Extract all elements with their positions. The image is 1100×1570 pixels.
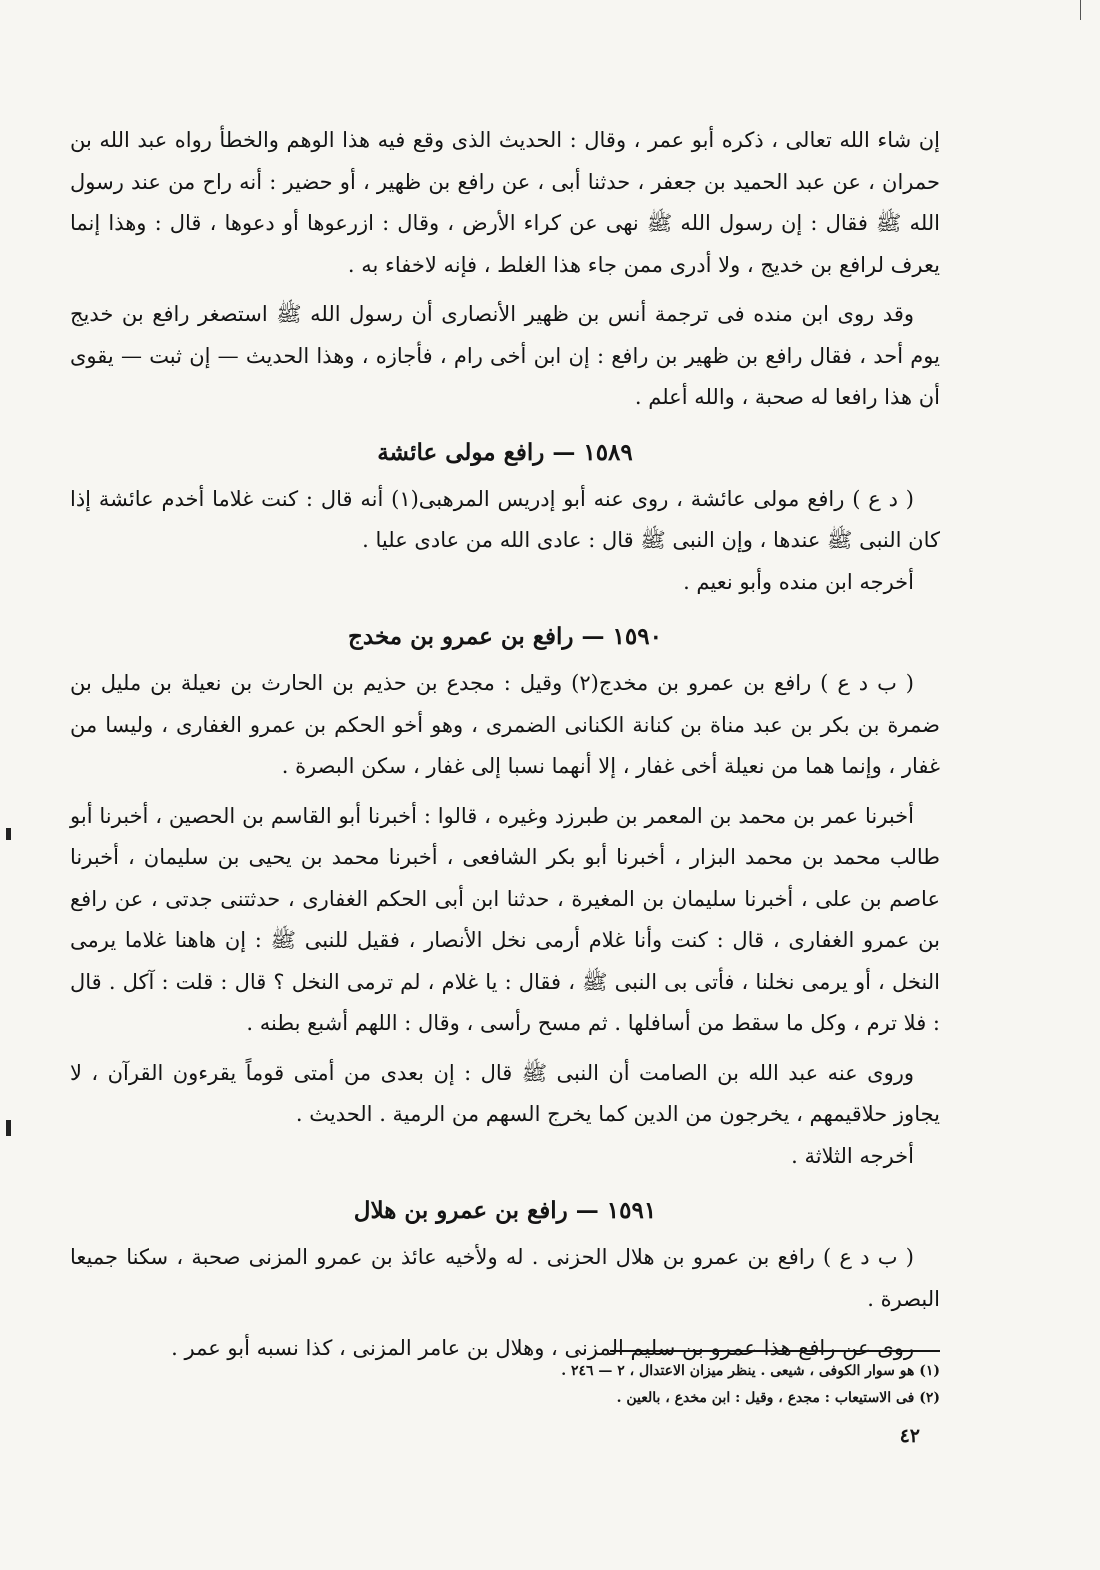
footnote: (٢) فى الاستيعاب : مجدع ، وقيل : ابن مخدع ، بالعين . — [616, 1390, 940, 1406]
paragraph: وروى عنه عبد الله بن الصامت أن النبى ﷺ قال : إن بعدى من أمتى قوماً يقرءون القرآن ، لا يجاوز حلاقيمهم ، يخرجون من الدين كما يخرج السهم من الرمية . الحديث . — [70, 1060, 940, 1126]
margin-mark — [6, 1120, 11, 1136]
footnote: (١) هو سوار الكوفى ، شيعى . ينظر ميزان الاعتدال ، ٢ — ٢٤٦ . — [561, 1363, 940, 1379]
section-heading-1589: ١٥٨٩ — رافع مولى عائشة — [377, 438, 633, 466]
paragraph: روى عن رافع هذا عمرو بن سليم المزنى ، وهلال بن عامر المزنى ، كذا نسبه أبو عمر . — [171, 1336, 914, 1360]
paragraph: أخبرنا عمر بن محمد بن المعمر بن طبرزد وغيره ، قالوا : أخبرنا أبو القاسم بن الحصين ، أخبرنا أبو طالب محمد بن محمد البزار ، أخبرنا أبو بكر الشافعى ، أخبرنا محمد بن يحيى بن سليمان ، أخبرنا عاصم بن على ، أخبرنا سليمان بن المغيرة ، حدثنا ابن أبى الحكم الغفارى ، حدثتنى جدتى ، عن رافع بن عمرو الغفارى ، قال : كنت وأنا غلام أرمى نخل الأنصار ، فقيل للنبى ﷺ : إن هاهنا غلاما يرمى النخل ، أو يرمى نخلنا ، فأتى بى النبى ﷺ ، فقال : يا غلام ، لم ترمى النخل ؟ قال : قلت : آكل . قال : فلا ترم ، وكل ما سقط من أسافلها . ثم مسح رأسى ، وقال : اللهم أشبع بطنه . — [70, 803, 940, 1035]
paragraph: أخرجه ابن منده وأبو نعيم . — [683, 569, 914, 594]
paragraph: ( د ع ) رافع مولى عائشة ، روى عنه أبو إدريس المرهبى(١) أنه قال : كنت غلاما أخدم عائشة إذا كان النبى ﷺ عندها ، وإن النبى ﷺ قال : عادى الله من عادى عليا . — [70, 486, 940, 552]
scan-edge-mark — [1080, 0, 1081, 20]
paragraph: ( ب د ع ) رافع بن عمرو بن مخدج(٢) وقيل : مجدع بن حذيم بن الحارث بن نعيلة بن مليل بن ضمرة بن بكر بن عبد مناة بن كنانة الكنانى الضمرى ، وهو أخو الحكم بن عمرو الغفارى ، وليسا من غفار ، وإنما هما من نعيلة أخى غفار ، إلا أنهما نسبا إلى غفار ، سكن البصرة . — [70, 671, 940, 778]
section-heading-1591: ١٥٩١ — رافع بن عمرو بن هلال — [353, 1197, 657, 1224]
paragraph: ( ب د ع ) رافع بن عمرو بن هلال الحزنى . له ولأخيه عائذ بن عمرو المزنى صحبة ، سكنا جميعا البصرة . — [70, 1245, 940, 1311]
footnotes — [561, 1350, 940, 1412]
page-number: ٤٢ — [899, 1425, 920, 1447]
page-body — [70, 120, 940, 1540]
paragraph: إن شاء الله تعالى ، ذكره أبو عمر ، وقال : الحديث الذى وقع فيه هذا الوهم والخطأ رواه عبد الله بن حمران ، عن عبد الحميد بن جعفر ، حدثنا أبى ، عن رافع بن ظهير ، أو حضير : أنه راح من عند رسول الله ﷺ فقال : إن رسول الله ﷺ نهى عن كراء الأرض ، وقال : ازرعوها أو دعوها ، قال : وهذا إنما يعرف لرافع بن خديج ، ولا أدرى ممن جاء هذا الغلط ، فإنه لاخفاء به . — [70, 128, 940, 277]
paragraph: وقد روى ابن منده فى ترجمة أنس بن ظهير الأنصارى أن رسول الله ﷺ استصغر رافع بن خديج يوم أحد ، فقال رافع بن ظهير بن رافع : إن ابن أخى رام ، فأجازه ، وهذا الحديث — إن ثبت — يقوى أن هذا رافعا له صحبة ، والله أعلم . — [70, 302, 940, 409]
paragraph: أخرجه الثلاثة . — [791, 1143, 914, 1168]
section-heading-1590: ١٥٩٠ — رافع بن عمرو بن مخدج — [348, 623, 662, 650]
margin-mark — [6, 828, 11, 840]
